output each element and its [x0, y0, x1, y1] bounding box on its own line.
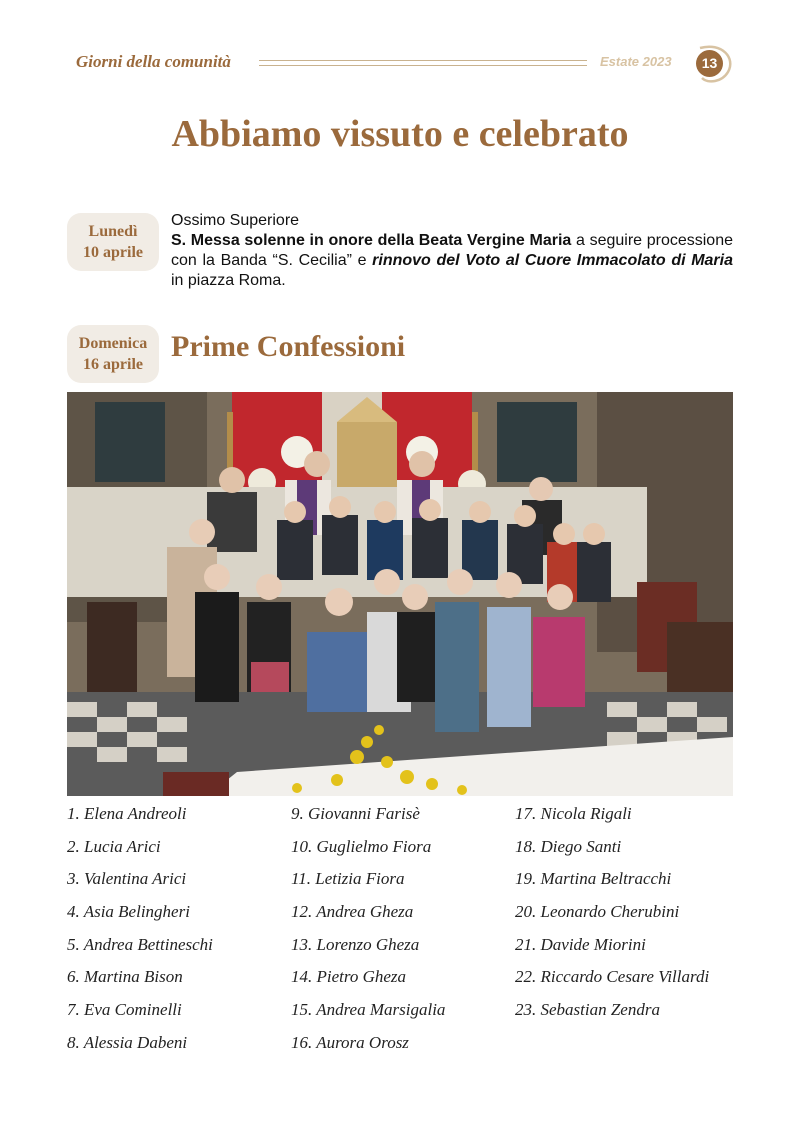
- event1-body: [171, 231, 733, 291]
- group-photo: [67, 392, 733, 796]
- list-item: 15. Andrea Marsigalia: [291, 1000, 446, 1020]
- event1-place: Ossimo Superiore: [171, 212, 300, 229]
- list-item: 10. Guglielmo Fiora: [291, 836, 432, 856]
- event2-day: Domenica: [78, 335, 148, 352]
- list-item: 13. Lorenzo Gheza: [291, 934, 420, 954]
- list-item: 5. Andrea Bettineschi: [67, 934, 213, 954]
- list-item: 21. Davide Miorini: [515, 934, 646, 954]
- list-item: 22. Riccardo Cesare Villardi: [515, 967, 710, 987]
- list-item: 16. Aurora Orosz: [291, 1032, 409, 1052]
- section-name: Giorni della comunità: [76, 52, 231, 71]
- list-item: 19. Martina Beltracchi: [515, 869, 672, 889]
- page-header: [76, 44, 736, 84]
- list-item: 2. Lucia Arici: [67, 836, 161, 856]
- list-item: 7. Eva Cominelli: [67, 1000, 182, 1020]
- list-item: 9. Giovanni Farisè: [291, 804, 420, 823]
- list-item: 3. Valentina Arici: [67, 869, 187, 889]
- list-item: 6. Martina Bison: [67, 967, 183, 987]
- list-item: 12. Andrea Gheza: [291, 902, 414, 922]
- event2-date: 16 aprile: [83, 356, 143, 373]
- page-number: 13: [696, 50, 723, 77]
- names-column-3: [515, 801, 709, 1030]
- event1-date: 10 aprile: [83, 244, 143, 261]
- list-item: 1. Elena Andreoli: [67, 804, 187, 823]
- names-column-2: [291, 801, 445, 1063]
- issue-label: Estate 2023: [600, 54, 672, 69]
- event1-day: Lunedì: [88, 223, 138, 240]
- list-item: 20. Leonardo Cherubini: [515, 902, 680, 922]
- event1-location: in piazza Roma.: [171, 272, 286, 289]
- page-title: Abbiamo vissuto e celebrato: [171, 113, 629, 155]
- names-column-1: [67, 801, 213, 1063]
- event2-title: Prime Confessioni: [171, 330, 406, 363]
- event1-procession: a seguire processione con la Banda “S. Cecilia” e: [171, 232, 734, 269]
- event1-mass: S. Messa solenne in onore della Beata Vergine Maria: [171, 232, 572, 249]
- list-item: 17. Nicola Rigali: [515, 804, 632, 823]
- event2-date-badge: [67, 325, 159, 383]
- list-item: 4. Asia Belingheri: [67, 902, 190, 922]
- event1-vow: rinnovo del Voto al Cuore Immacolato di Maria: [372, 252, 733, 269]
- event1-description: [171, 211, 733, 291]
- list-item: 14. Pietro Gheza: [291, 967, 407, 987]
- list-item: 18. Diego Santi: [515, 836, 622, 856]
- event1-date-badge: [67, 213, 159, 271]
- list-item: 8. Alessia Dabeni: [67, 1032, 188, 1052]
- header-rule: [259, 60, 587, 66]
- list-item: 11. Letizia Fiora: [291, 869, 405, 889]
- list-item: 23. Sebastian Zendra: [515, 1000, 660, 1020]
